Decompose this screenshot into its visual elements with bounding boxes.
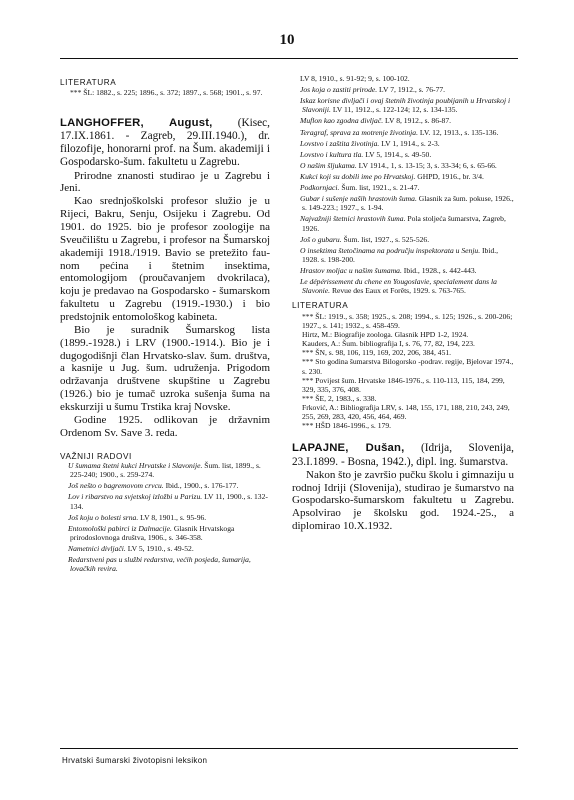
work-item: Lovstvo i zaštita životinja. LV 1, 1914., s. 2-3.	[300, 138, 440, 148]
works-list-continued	[292, 74, 514, 295]
work-item: Teragraf, sprava za motrenje životinja. LV. 12, 1913., s. 135-136.	[300, 127, 499, 137]
work-item: Lov i ribarstvo na svjetskoj izložbi u Parizu. LV 11, 1900., s. 132-134.	[68, 492, 268, 511]
left-column	[60, 74, 270, 575]
footer-text: Hrvatski šumarski životopisni leksikon	[62, 756, 208, 765]
literatura-item: *** ŠL: 1919., s. 358; 1925., s. 208; 1994., s. 125; 1926., s. 200-206; 1927., s. 141; 1932., s. 458-459.	[302, 311, 513, 330]
literatura-item: *** Sto godina šumarstva Bilogorsko -podrav. regije, Bjelovar 1974., s. 230.	[302, 357, 514, 376]
works-heading: VAŽNIJI RADOVI	[60, 451, 132, 461]
literatura-item: Hirtz, M.: Biografije zoologa. Glasnik HPD 1-2, 1924.	[302, 330, 469, 340]
body-paragraph: Godine 1925. odlikovan je državnim Ordenom Sv. Save 3. reda.	[60, 413, 270, 439]
entry2-intro: (Idrija, Slovenija, 23.I.1899. - Bosna, 1942.), dipl. ing. šumarstva.	[292, 442, 514, 468]
work-item: Jos koja o zastiti prirode. LV 7, 1912., s. 76-77.	[300, 85, 446, 95]
body-paragraph: Bio je suradnik Šumarskog lista (1899.-1928.) i LRV (1900.-1914.). Bio je i dugogodišnji član Hrvatsko-slav. šum. društva, a kasnije u Jug. šum. udruženja. Prigodom održavanja društvene skupštine u Zagrebu (1926.) bio je tumač uzroka sušenja šuma na ekskurziji u šumu Trstika kraj Novske.	[60, 323, 270, 413]
work-item: Gubar i sušenje naših hrastovih šuma. Glasnik za šum. pokuse, 1926., s. 149-223.; 1927., s. 1-94.	[300, 194, 514, 213]
literatura-item: Kauders, A.: Šum. bibliografija I, s. 76, 77, 82, 194, 223.	[302, 339, 475, 349]
work-item: O našim šljukama. LV 1914., 1, s. 13-15; 3, s. 33-34; 6, s. 65-66.	[300, 160, 497, 170]
body-paragraph: Prirodne znanosti studirao je u Zagrebu i Jeni.	[60, 169, 270, 195]
work-item: LV 8, 1910., s. 91-92; 9, s. 100-102.	[300, 74, 410, 83]
literatura-item: *** ŠE, 2, 1983., s. 338.	[302, 393, 377, 403]
work-item: Podkornjaci. Šum. list, 1921., s. 21-47.	[300, 183, 420, 193]
entry-header-lapajne	[292, 442, 514, 468]
work-item: Hrastov moljac u našim šumama. Ibid., 1928., s. 442-443.	[300, 265, 477, 275]
work-item: Iskaz korisne divljači i ovaj štetnih životinja poubijanih u Hrvatskoj i Slavoniji. LV 11, 1912., s. 122-124; 12, s. 134-135.	[300, 96, 511, 115]
work-item: Muflon kao zgodna divljač. LV 8, 1912., s. 86-87.	[300, 116, 452, 126]
literatura-heading: LITERATURA	[60, 78, 117, 87]
work-item: U šumama štetni kukci Hrvatske i Slavonije. Šum. list, 1899., s. 225-240; 1900., s. 259-274.	[68, 461, 261, 480]
work-item: Još koju o bolesti srna. LV 8, 1901., s. 95-96.	[68, 512, 207, 522]
literatura-item: *** HŠD 1846-1996., s. 179.	[302, 421, 392, 431]
entry-intro: (Kisec, 17.IX.1861. - Zagreb, 29.III.1940.), dr. filozofije, honorarni prof. na Šum. akademiji i Gospodarsko-šum. fakultetu u Zagrebu.	[60, 116, 270, 169]
literatura-heading-2: LITERATURA	[292, 301, 349, 311]
entry-name: LANGHOFFER, August,	[60, 116, 213, 129]
entry2-name: LAPAJNE, Dušan,	[292, 442, 405, 455]
right-column	[292, 74, 514, 533]
work-item: Le dépérissement du chene en Yougoslavie, specialement dans la Slavonie. Revue des Eaux et Forêts, 1929. s. 763-765.	[300, 277, 497, 296]
works-list	[60, 461, 270, 573]
work-item: Entomološki pabirci iz Dalmacije. Glasnik Hrvatskoga prirodoslovnoga društva, 1906., s. 346-358.	[68, 523, 235, 542]
literatura-item: *** Povijest šum. Hrvatske 1846-1976., s. 110-113, 115, 184, 299, 329, 335, 376, 408.	[302, 375, 505, 394]
entry2-body	[292, 469, 514, 533]
literatura-text: *** ŠL: 1882., s. 225; 1896., s. 372; 1897., s. 568; 1901., s. 97.	[70, 87, 263, 97]
work-item: Najvažniji štetnici hrastovih šuma. Pola stoljeća šumarstva, Zagreb, 1926.	[300, 214, 506, 233]
page-number: 10	[279, 32, 295, 48]
work-item: O insektima štetočinama na području inspektorata u Senju. Ibid., 1928. s. 198-200.	[300, 245, 499, 264]
work-item: Kukci koji su dobili ime po Hrvatskoj. GHPD, 1916., br. 3/4.	[300, 171, 484, 181]
entry-header-langhoffer	[60, 117, 270, 170]
work-item: Lovstvo i kultura tla. LV 5, 1914., s. 49-50.	[300, 149, 432, 159]
work-item: Još nešto o bagremovom crvcu. Ibid., 1900., s. 176-177.	[68, 481, 239, 491]
body-paragraph: Kao srednjoškolski profesor služio je u Rijeci, Bakru, Senju, Osijeku i Zagrebu. Od 1901. do 1925. bio je profesor zoologije na Sveučilištu u Zagrebu, i profesor na Šumarskoj akademiji 1918./1919. Bavio se pretežito fau-nom pećina i štetnim insektima, entomologijom (proučavanjem dvokrilaca), koju je predavao na Gospodarsko - šumarskom fakultetu u Zagrebu (1919.-1930.) i bio predstojnik entomološkog kabineta.	[60, 195, 270, 323]
top-rule	[60, 58, 518, 59]
bottom-rule	[60, 748, 518, 749]
work-item: Još o gubaru. Šum. list, 1927., s. 525-526.	[300, 234, 430, 244]
body-paragraph: Nakon što je završio pučku školu i gimnaziju u rodnoj Idriji (Slovenija), studirao je šumarstvo na Gospodarsko-šumarskom fakultetu u Zagrebu. Apsolvirao je školsku god. 1924.-25., a diplomirao 10.X.1932.	[292, 468, 514, 533]
entry-body	[60, 170, 270, 440]
work-item: Nametnici divljači. LV 5, 1910., s. 49-52.	[68, 544, 194, 554]
literatura-item: Frković, A.: Bibliografija LRV, s. 148, 155, 171, 188, 210, 243, 249, 255, 269, 283, 420, 456, 464, 469.	[302, 402, 510, 422]
literatura-item: *** ŠN, s. 98, 106, 119, 169, 202, 206, 384, 451.	[302, 348, 452, 358]
literatura-list	[292, 312, 514, 430]
work-item: Redarstveni pas u službi redarstva, većih posjeda, šumarija, lovačkih revira.	[68, 555, 251, 574]
